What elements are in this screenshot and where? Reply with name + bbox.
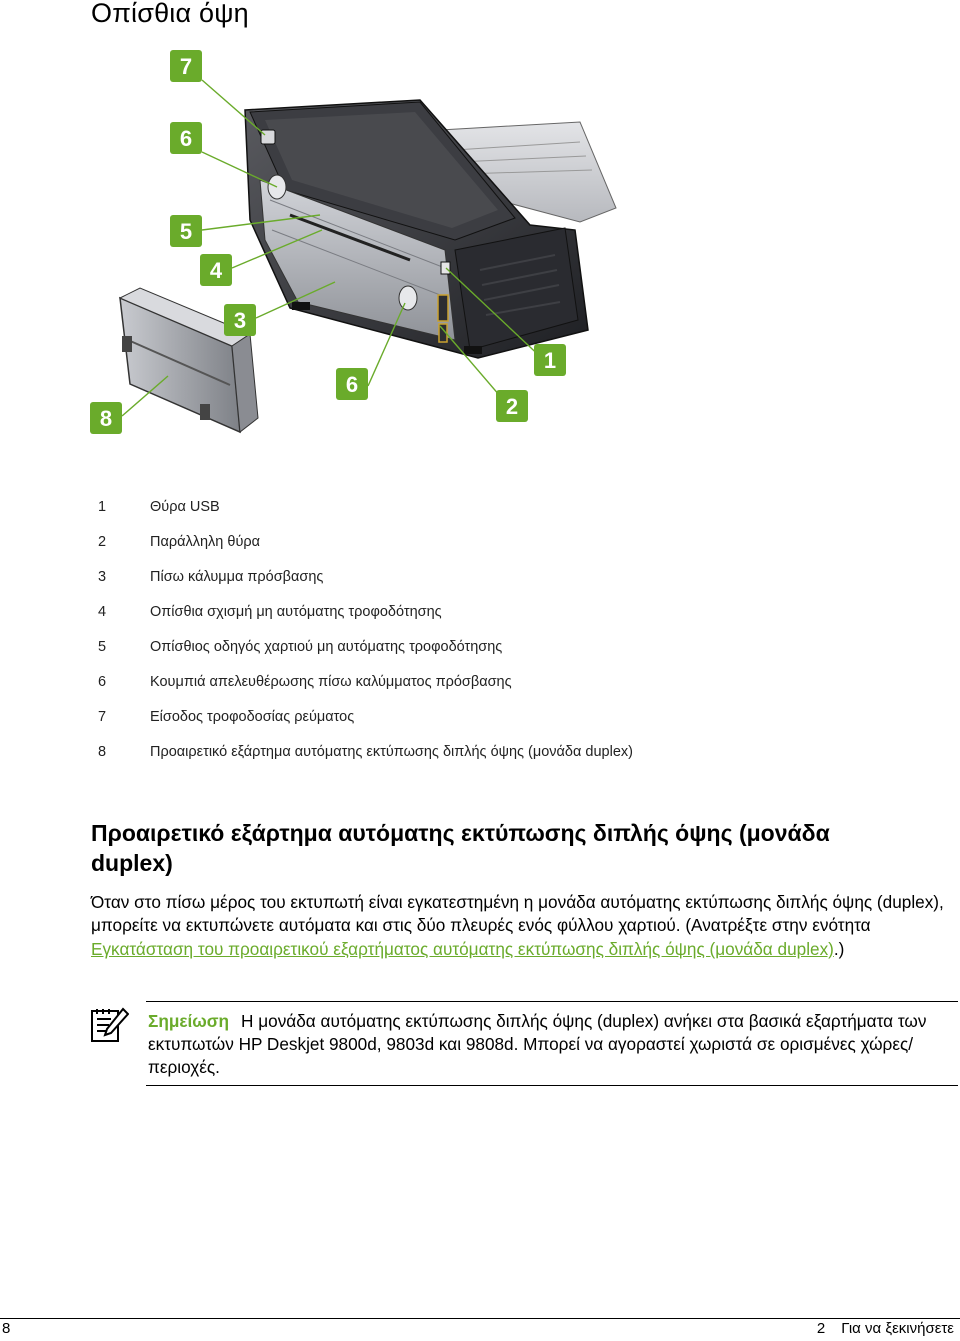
svg-text:4: 4	[209, 258, 223, 283]
callout-6-top	[170, 122, 202, 154]
svg-text:1: 1	[543, 348, 557, 373]
legend-number: 6	[98, 674, 107, 690]
note-text	[148, 1010, 938, 1079]
body-text-before-link: Όταν στο πίσω μέρος του εκτυπωτή είναι εγκατεστημένη η μονάδα αυτόματης εκτύπωσης διπλής όψης (duplex), μπορείτε να εκτυπώνετε αυτόματα και στις δύο πλευρές ενός φύλλου χαρτιού. (Ανατρέξτε στην ενότητα	[91, 892, 944, 936]
svg-text:6: 6	[179, 126, 193, 151]
body-text-after-link: .)	[833, 938, 845, 959]
legend-number: 7	[98, 709, 107, 725]
legend-number: 3	[98, 569, 107, 585]
legend-number: 4	[98, 604, 107, 620]
note-pencil-icon	[89, 1005, 129, 1045]
printer-rear-view-illustration	[60, 40, 660, 460]
legend-number: 1	[98, 499, 107, 515]
footer-page-number: 8	[2, 1320, 11, 1337]
svg-text:3: 3	[233, 308, 247, 333]
legend-label: Πίσω κάλυμμα πρόσβασης	[150, 569, 324, 585]
legend-number: 2	[98, 534, 107, 550]
note-label: Σημείωση	[148, 1011, 230, 1031]
legend-label: Θύρα USB	[150, 499, 220, 515]
legend-label: Παράλληλη θύρα	[150, 534, 261, 550]
callout-7	[170, 50, 202, 82]
body-paragraph	[91, 891, 959, 961]
legend-label: Οπίσθια σχισμή μη αυτόματης τροφοδότησης	[150, 604, 442, 620]
install-duplex-link[interactable]: Εγκατάσταση του προαιρετικού εξαρτήματος αυτόματης εκτύπωσης διπλής όψης (μονάδα duplex)	[91, 938, 834, 959]
legend-number: 5	[98, 639, 107, 655]
legend-label: Είσοδος τροφοδοσίας ρεύματος	[150, 709, 355, 725]
svg-text:8: 8	[99, 406, 113, 431]
legend-label: Κουμπιά απελευθέρωσης πίσω καλύμματος πρόσβασης	[150, 674, 512, 690]
footer-chapter-number: 2	[816, 1320, 826, 1337]
legend-label: Οπίσθιος οδηγός χαρτιού μη αυτόματης τροφοδότησης	[150, 639, 503, 655]
callout-3	[224, 304, 256, 336]
legend-label: Προαιρετικό εξάρτημα αυτόματης εκτύπωσης διπλής όψης (μονάδα duplex)	[150, 744, 633, 760]
note-bottom-rule	[146, 1085, 958, 1086]
note-body: Η μονάδα αυτόματης εκτύπωσης διπλής όψης (duplex) ανήκει στα βασικά εξαρτήματα των εκτυπωτών HP Deskjet 9800d, 9803d και 9808d. Μπορεί να αγοραστεί χωριστά σε ορισμένες χώρες/περιοχές.	[148, 1011, 927, 1077]
svg-text:7: 7	[179, 54, 193, 79]
legend-number: 8	[98, 744, 107, 760]
callout-8	[90, 402, 122, 434]
svg-text:6: 6	[345, 372, 359, 397]
callout-1	[534, 344, 566, 376]
note-top-rule	[146, 1001, 958, 1002]
callout-6-bottom	[336, 368, 368, 400]
svg-text:2: 2	[505, 394, 519, 419]
section-heading: Προαιρετικό εξάρτημα αυτόματης εκτύπωσης διπλής όψης (μονάδα duplex)	[91, 820, 830, 876]
callout-2	[496, 390, 528, 422]
callout-5	[170, 215, 202, 247]
footer-chapter-title: Για να ξεκινήσετε	[841, 1320, 954, 1337]
callout-4	[200, 254, 232, 286]
footer-chapter	[817, 1320, 954, 1337]
page-title: Οπίσθια όψη	[91, 0, 249, 28]
footer-rule	[0, 1318, 960, 1319]
svg-text:5: 5	[179, 219, 193, 244]
